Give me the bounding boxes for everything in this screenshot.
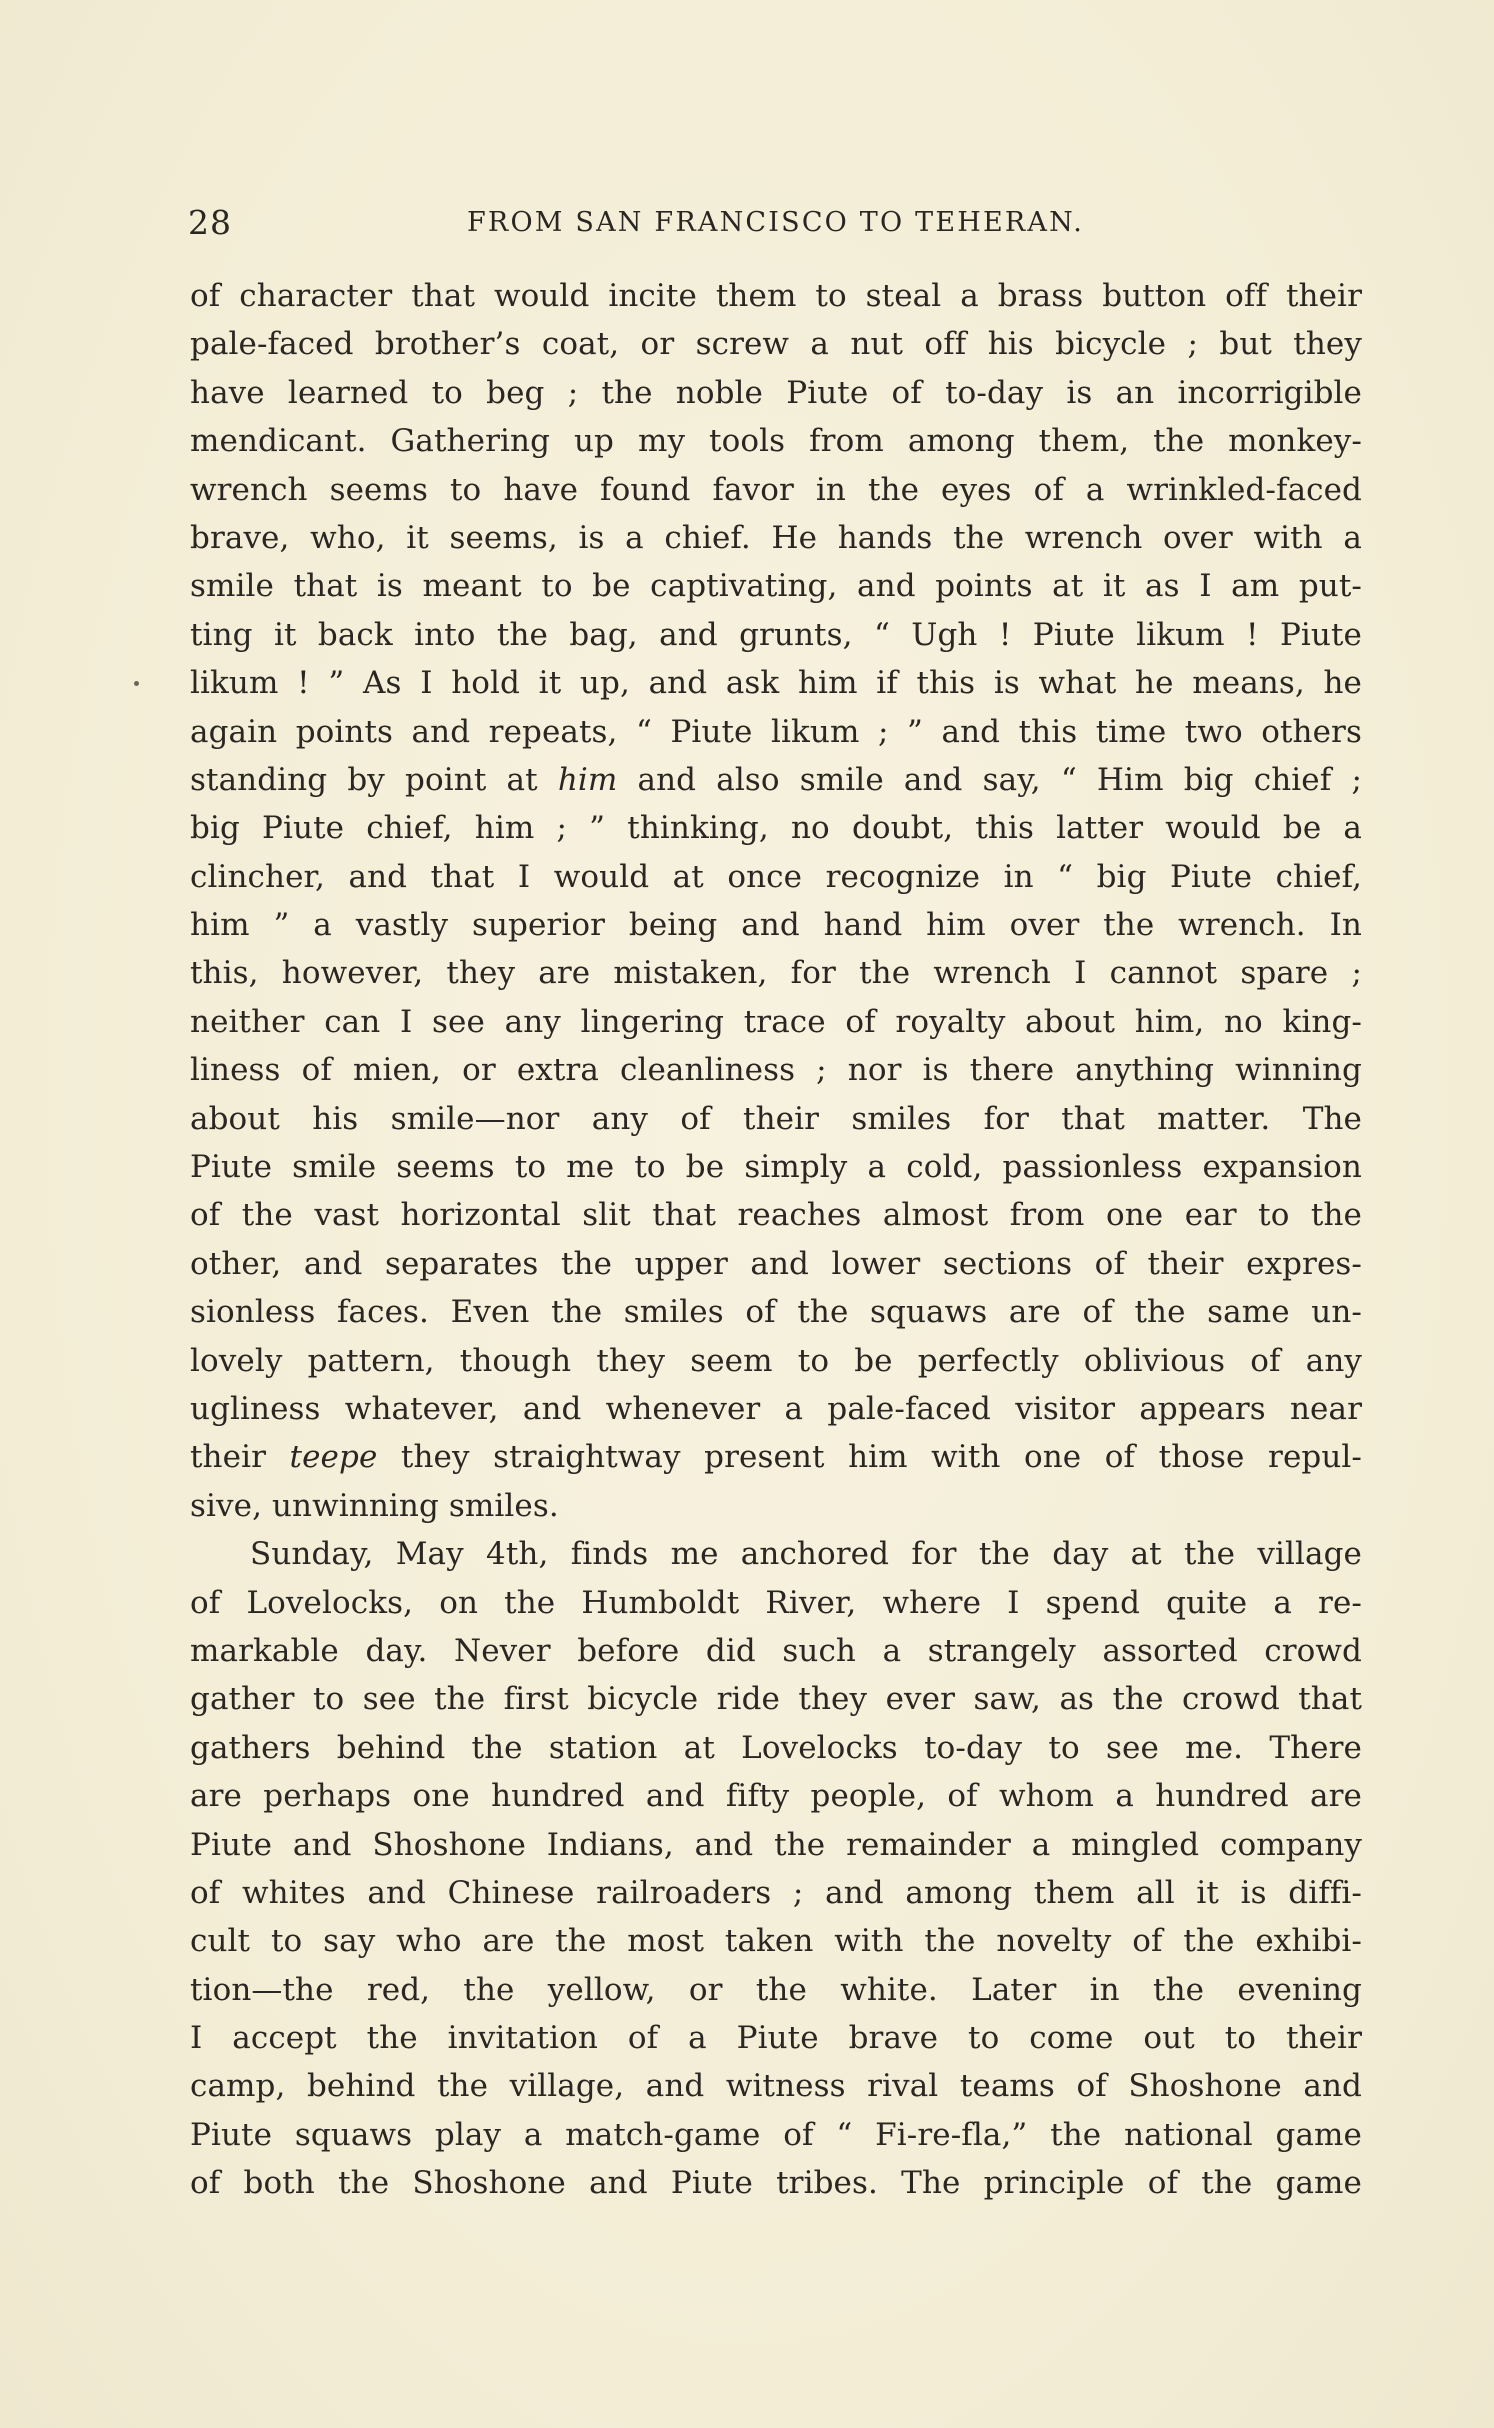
text-line: wrench seems to have found favor in the eyes of a wrinkled-faced (190, 471, 1362, 508)
text-line-with-italic (190, 1433, 1362, 1481)
text-line: markable day. Never before did such a strangely assorted crowd (190, 1632, 1362, 1669)
text-line: of Lovelocks, on the Humboldt River, where I spend quite a re- (190, 1584, 1362, 1621)
text-segment: their (190, 1439, 290, 1476)
text-line: of whites and Chinese railroaders ; and among them all it is diffi- (190, 1874, 1362, 1911)
text-line: cult to say who are the most taken with the novelty of the exhibi- (190, 1923, 1362, 1960)
text-line: about his smile—nor any of their smiles for that matter. The (190, 1100, 1362, 1137)
text-line: neither can I see any lingering trace of royalty about him, no king- (190, 1003, 1362, 1040)
text-line: clincher, and that I would at once recognize in “ big Piute chief, (190, 858, 1362, 895)
paragraph-2 (190, 1530, 1362, 2207)
page-header (188, 198, 1363, 248)
text-line-paragraph-end: sive, unwinning smiles. (190, 1487, 559, 1524)
ink-speck-mark (134, 681, 139, 686)
text-line: pale-faced brother’s coat, or screw a nut off his bicycle ; but they (190, 326, 1362, 363)
text-segment: standing by point at (190, 761, 558, 798)
text-segment: and also smile and say, “ Him big chief ; (617, 761, 1362, 798)
text-line: Piute squaws play a match-game of “ Fi-re-fla,” the national game (190, 2116, 1362, 2153)
text-line: of character that would incite them to steal a brass button off their (190, 278, 1362, 314)
text-line-with-italic (190, 756, 1362, 804)
text-line: tion—the red, the yellow, or the white. Later in the evening (190, 1971, 1362, 2008)
text-line: likum ! ” As I hold it up, and ask him if this is what he means, he (190, 665, 1362, 702)
text-line: this, however, they are mistaken, for the wrench I cannot spare ; (190, 955, 1362, 992)
text-line: other, and separates the upper and lower sections of their expres- (190, 1245, 1362, 1282)
text-line: have learned to beg ; the noble Piute of to-day is an incorrigible (190, 374, 1362, 411)
text-line: smile that is meant to be captivating, and points at it as I am put- (190, 568, 1362, 605)
text-line: big Piute chief, him ; ” thinking, no doubt, this latter would be a (190, 810, 1362, 847)
text-line: mendicant. Gathering up my tools from among them, the monkey- (190, 423, 1362, 460)
page-number: 28 (188, 203, 232, 242)
text-line: I accept the invitation of a Piute brave to come out to their (190, 2020, 1362, 2057)
text-line: Piute and Shoshone Indians, and the remainder a mingled company (190, 1826, 1362, 1863)
text-line: lovely pattern, though they seem to be perfectly oblivious of any (190, 1342, 1362, 1379)
italic-word: teepe (289, 1439, 378, 1476)
text-line: ugliness whatever, and whenever a pale-faced visitor appears near (190, 1390, 1362, 1427)
text-line: camp, behind the village, and witness rival teams of Shoshone and (190, 2068, 1362, 2105)
text-line: ting it back into the bag, and grunts, “ Ugh ! Piute likum ! Piute (190, 616, 1362, 653)
running-head: FROM SAN FRANCISCO TO TEHERAN. (466, 207, 1085, 238)
paragraph-1 (190, 272, 1362, 1530)
text-line: of both the Shoshone and Piute tribes. The principle of the game (190, 2165, 1362, 2202)
text-line: gathers behind the station at Lovelocks to-day to see me. There (190, 1729, 1362, 1766)
text-line: liness of mien, or extra cleanliness ; nor is there anything winning (190, 1052, 1362, 1089)
text-line: of the vast horizontal slit that reaches almost from one ear to the (190, 1197, 1362, 1234)
text-line: again points and repeats, “ Piute likum ; ” and this time two others (190, 713, 1362, 750)
text-line-paragraph-start: Sunday, May 4th, finds me anchored for the day at the village (250, 1536, 1362, 1573)
text-line: sionless faces. Even the smiles of the squaws are of the same un- (190, 1294, 1362, 1331)
text-line: gather to see the first bicycle ride they ever saw, as the crowd that (190, 1681, 1362, 1718)
text-line: are perhaps one hundred and fifty people, of whom a hundred are (190, 1778, 1362, 1815)
italic-word: him (557, 761, 618, 798)
text-segment: they straightway present him with one of those repul- (377, 1439, 1362, 1476)
text-line: Piute smile seems to me to be simply a cold, passionless expansion (190, 1149, 1362, 1186)
text-line: him ” a vastly superior being and hand him over the wrench. In (190, 907, 1362, 944)
body-text (190, 272, 1362, 2208)
text-line: brave, who, it seems, is a chief. He hands the wrench over with a (190, 519, 1362, 556)
